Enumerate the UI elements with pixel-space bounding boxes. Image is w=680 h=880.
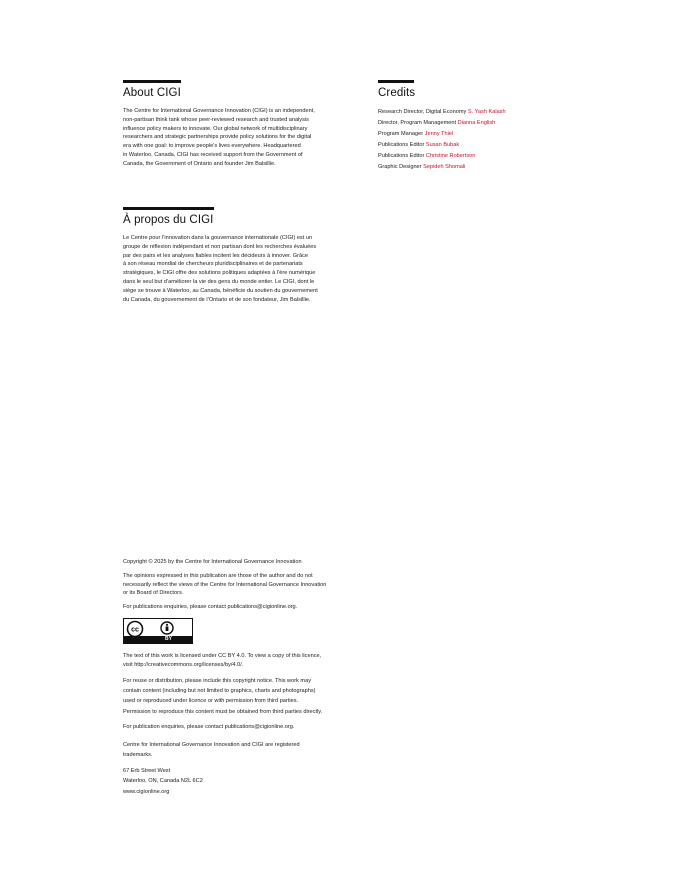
- credit-item: [378, 162, 598, 173]
- credit-name: Christine Robertson: [425, 153, 476, 160]
- address-line: Waterloo, ON, Canada N2L 6C2: [123, 778, 203, 785]
- credit-role: Publications Editor: [378, 142, 425, 149]
- address-website: www.cigionline.org: [123, 788, 170, 795]
- enquiries-text: For publications enquiries, please contact publications@cigionline.org.: [123, 604, 298, 611]
- about-line: era with one goal: to improve people’s lives everywhere. Headquartered: [123, 143, 301, 150]
- licence-text: [123, 652, 373, 670]
- credit-name: Dianna English: [457, 120, 496, 127]
- apropos-section: [123, 207, 363, 304]
- credits-list: [378, 107, 598, 174]
- credit-item: [378, 107, 598, 118]
- licence-line: visit http://creativecommons.org/licenses/by/4.0/.: [123, 661, 244, 668]
- reuse-line: Permission to reproduce this content must be obtained from third parties directly.: [123, 708, 323, 715]
- reuse-line: For reuse or distribution, please include this copyright notice. This work may: [123, 677, 311, 684]
- legal-footer: [123, 558, 373, 797]
- credit-name: S. Yash Kalash: [467, 109, 506, 115]
- licence-line: The text of this work is licensed under CC BY 4.0. To view a copy of this licence,: [123, 652, 322, 659]
- credit-item: [378, 140, 598, 151]
- credit-role: Research Director, Digital Economy: [378, 109, 467, 115]
- credits-heading-rule: [378, 80, 414, 83]
- about-heading-rule: [123, 80, 181, 83]
- apropos-body: [123, 234, 363, 304]
- apropos-heading-rule: [123, 207, 214, 210]
- trademarks-line: trademarks.: [123, 752, 153, 758]
- cc-badge-label: BY: [165, 635, 172, 642]
- credit-name: Susan Bubak: [425, 142, 460, 149]
- address-block: [123, 766, 373, 797]
- trademarks-text: [123, 740, 373, 760]
- credit-item: [378, 151, 598, 162]
- apropos-line: stratégiques, le CIGI offre des solutions politiques adaptées à l’ère numérique: [123, 270, 316, 277]
- credit-role: Publications Editor: [378, 153, 425, 160]
- credit-name: Sepideh Shomali: [423, 164, 466, 171]
- credits-title: Credits: [378, 87, 416, 99]
- apropos-title: À propos du CIGI: [123, 214, 214, 226]
- creative-commons-badge: [123, 618, 193, 644]
- apropos-line: dans le seul but d’améliorer la vie des gens du monde entier. Le CIGI, dont le: [123, 278, 315, 285]
- credits-section: [378, 80, 598, 174]
- credit-name: Jenny Thiel: [424, 131, 454, 138]
- apropos-line: siège se trouve à Waterloo, au Canada, bénéficie du soutien du gouvernement: [123, 287, 318, 294]
- credit-item: [378, 118, 598, 129]
- about-line: The Centre for International Governance Innovation (CIGI) is an independent,: [123, 108, 315, 114]
- svg-text:cc: cc: [131, 626, 139, 634]
- opinions-line: necessarily reflect the views of the Centre for International Governance Innovation: [123, 581, 327, 588]
- apropos-line: par des pairs et les analyses fiables incitent les décideurs à innover. Grâce: [123, 252, 309, 259]
- apropos-line: Le Centre pour l’innovation dans la gouvernance internationale (CIGI) est un: [123, 235, 313, 241]
- opinions-line: or its Board of Directors.: [123, 590, 184, 597]
- about-title: About CIGI: [123, 87, 181, 99]
- opinions-text: [123, 572, 373, 598]
- reuse-text: [123, 676, 373, 718]
- credit-item: [378, 129, 598, 140]
- apropos-line: à son réseau mondial de chercheurs pluridisciplinaires et de partenariats: [123, 261, 303, 268]
- about-section: [123, 80, 363, 169]
- about-line: Canada, the Government of Ontario and founder Jim Balsillie.: [123, 160, 276, 167]
- about-line: non-partisan think tank whose peer-reviewed research and trusted analysis: [123, 116, 309, 123]
- credit-role: Graphic Designer: [378, 164, 422, 171]
- credit-role: Director, Program Management: [378, 120, 457, 127]
- apropos-line: du Canada, du gouvernement de l’Ontario et de son fondateur, Jim Balsillie.: [123, 296, 311, 303]
- enquiries2-text: For publication enquiries, please contact publications@cigionline.org.: [123, 724, 295, 731]
- cc-by-icon: [124, 619, 192, 637]
- about-line: influence policy makers to innovate. Our global network of multidisciplinary: [123, 125, 308, 132]
- about-line: researchers and strategic partnerships provide policy solutions for the digital: [123, 134, 312, 141]
- cc-badge-band: [124, 636, 192, 643]
- about-line: in Waterloo, Canada, CIGI has received support from the Government of: [123, 151, 303, 158]
- reuse-line: used or reproduced under licence or with permission from third parties.: [123, 698, 299, 705]
- credit-role: Program Manager: [378, 131, 424, 138]
- opinions-line: The opinions expressed in this publication are those of the author and do not: [123, 572, 313, 579]
- trademarks-line: Centre for International Governance Innovation and CIGI are registered: [123, 742, 300, 748]
- reuse-line: contain content (including but not limited to graphics, charts and photographs): [123, 687, 316, 694]
- address-line: 67 Erb Street West: [123, 768, 171, 774]
- copyright-text: Copyright © 2025 by the Centre for International Governance Innovation: [123, 559, 302, 565]
- about-body: [123, 107, 363, 169]
- apropos-line: groupe de réflexion indépendant et non partisan dont les recherches évaluées: [123, 243, 317, 250]
